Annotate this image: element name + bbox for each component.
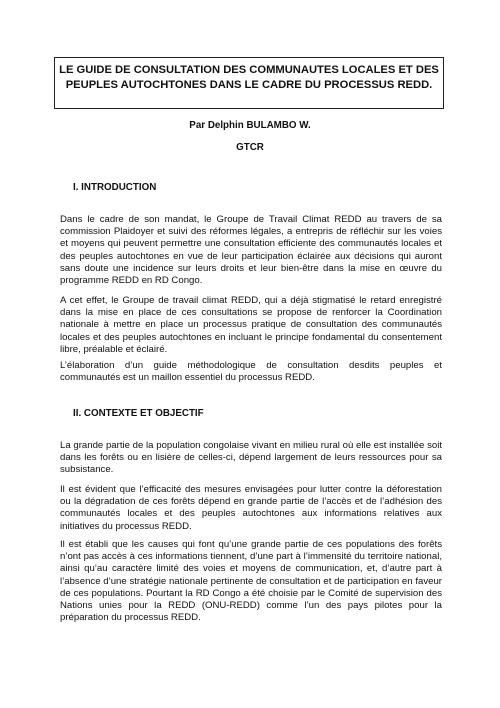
section-heading-introduction: I. INTRODUCTION	[73, 182, 157, 193]
paragraph: Dans le cadre de son mandat, le Groupe de Travail Climat REDD au travers de sa commission Plaidoyer et suivi des réformes légales, a entrepris de réfléchir sur les voies et moyens qui peuvent permettre une consultation efficiente des communautés locales et des peuples autochtones en vue de leur participation éclairée aux décisions qui auront sans doute une incidence sur leurs droits et leur bien-être dans la mise en œuvre du programme REDD en RD Congo.	[60, 214, 442, 287]
document-title: LE GUIDE DE CONSULTATION DES COMMUNAUTES LOCALES ET DES PEUPLES AUTOCHTONES DANS LE CADRE DU PROCESSUS REDD.	[54, 57, 444, 109]
paragraph: Il est évident que l’efficacité des mesures envisagées pour lutter contre la déforestation ou la dégradation de ces forêts dépend en grande partie de l’accès et de l’adhésion des communautés locales et des peuples autochtones aux informations relatives aux initiatives du processus REDD.	[60, 484, 442, 532]
paragraph: A cet effet, le Groupe de travail climat REDD, qui a déjà stigmatisé le retard enregistré dans la mise en place de ces consultations se propose de renforcer la Coordination nationale à mettre en place un processus pratique de consultation des communautés locales et des peuples autochtones en incluant le principe fondamental du consentement libre, préalable et éclairé.	[60, 295, 442, 355]
organization-line: GTCR	[236, 142, 264, 153]
paragraph: La grande partie de la population congolaise vivant en milieu rural où elle est installée soit dans les forêts ou en lisière de celles-ci, dépend largement de leurs ressources pour sa subsistance.	[60, 440, 442, 476]
author-line: Par Delphin BULAMBO W.	[189, 120, 311, 131]
paragraph: Il est établi que les causes qui font qu’une grande partie de ces populations des forêts n’ont pas accès à ces informations tiennent, d’une part à l’immensité du territoire national, ainsi qu’au caractère limité des voies et moyens de communication, et, d’autre part à l’absence d’une stratégie nationale pertinente de consultation et de participation en faveur de ces populations. Pourtant la RD Congo a été choisie par le Comité de supervision des Nations unies pour la REDD (ONU-REDD) comme l’un des pays pilotes pour la préparation du processus REDD.	[60, 539, 442, 624]
paragraph: L’élaboration d’un guide méthodologique de consultation desdits peuples et communautés est un maillon essentiel du processus REDD.	[60, 360, 442, 384]
section-heading-contexte: II. CONTEXTE ET OBJECTIF	[73, 408, 204, 419]
